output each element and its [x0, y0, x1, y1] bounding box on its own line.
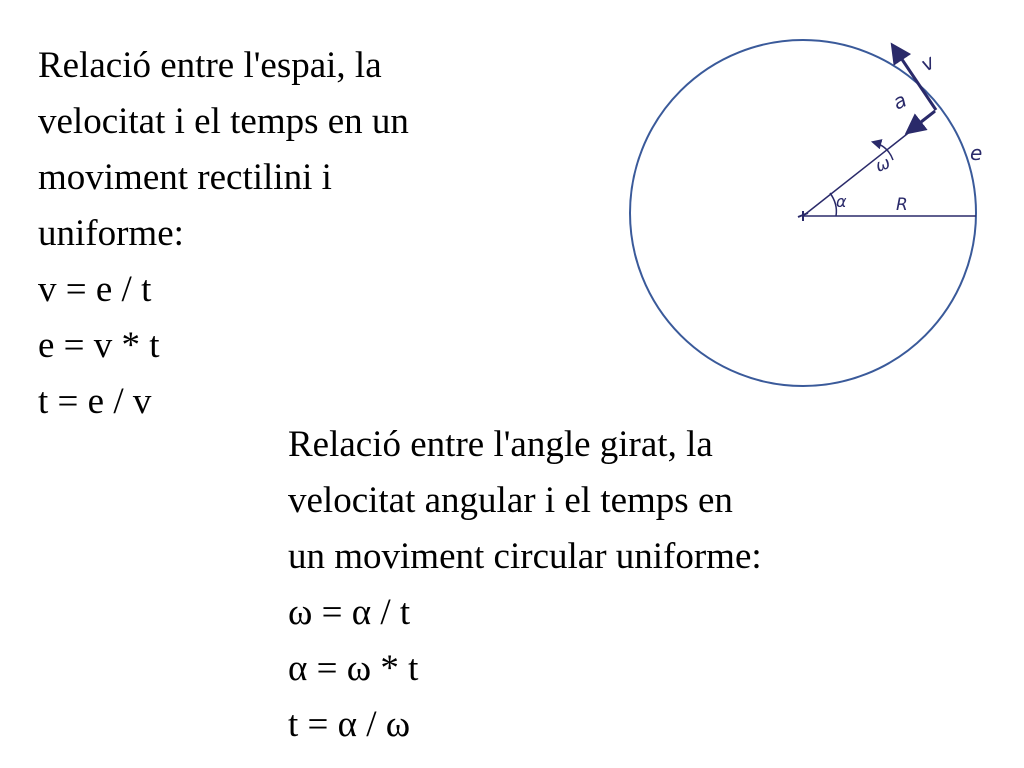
circular-heading-line-3: un moviment circular uniforme:	[288, 536, 762, 577]
linear-formula-space: e = v * t	[38, 325, 160, 366]
linear-heading-line-1: Relació entre l'espai, la	[38, 45, 382, 86]
circular-formula-omega: ω = α / t	[288, 592, 411, 633]
linear-formula-velocity: v = e / t	[38, 269, 152, 310]
acceleration-arrow-icon	[908, 111, 935, 132]
label-radius: R	[896, 195, 908, 215]
linear-heading-line-4: uniforme:	[38, 213, 184, 254]
label-arc: e	[970, 141, 983, 165]
label-angle: α	[836, 192, 847, 211]
circular-formula-alpha: α = ω * t	[288, 648, 419, 689]
label-velocity: v	[916, 49, 939, 77]
circular-motion-diagram	[600, 20, 1000, 400]
linear-formula-time: t = e / v	[38, 381, 152, 422]
label-acceleration: a	[888, 87, 911, 115]
circular-formula-time: t = α / ω	[288, 704, 411, 745]
linear-heading-line-2: velocitat i el temps en un	[38, 101, 409, 142]
circular-motion-block	[288, 417, 762, 753]
circular-heading-line-2: velocitat angular i el temps en	[288, 480, 733, 521]
label-angular-velocity: ω	[872, 153, 894, 177]
circular-heading-line-1: Relació entre l'angle girat, la	[288, 424, 713, 465]
linear-motion-block	[38, 38, 409, 430]
linear-heading-line-3: moviment rectilini i	[38, 157, 332, 198]
